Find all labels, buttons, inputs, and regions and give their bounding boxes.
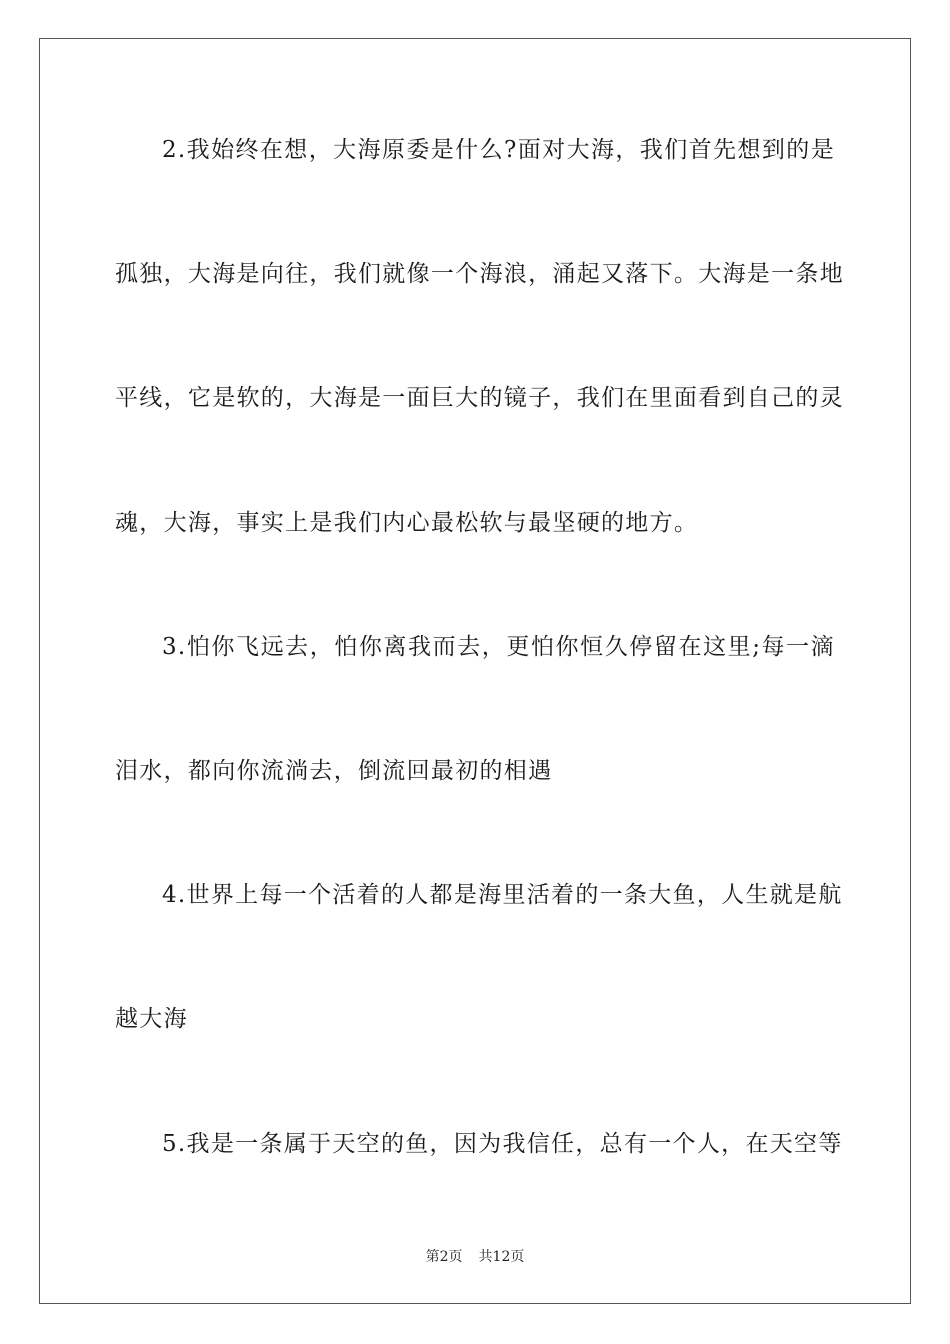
- page-border: [39, 38, 911, 1304]
- paragraph-3-line-1: 3.怕你飞远去，怕你离我而去，更怕你恒久停留在这里;每一滴: [162, 634, 835, 660]
- paragraph-2-line-4: 魂，大海，事实上是我们内心最松软与最坚硬的地方。: [115, 510, 699, 536]
- paragraph-4-line-1: 4.世界上每一个活着的人都是海里活着的一条大鱼，人生就是航: [162, 882, 843, 908]
- paragraph-4-line-2: 越大海: [115, 1006, 188, 1032]
- paragraph-5-line-1: 5.我是一条属于天空的鱼，因为我信任，总有一个人，在天空等: [162, 1131, 843, 1157]
- paragraph-2-line-3: 平线，它是软的，大海是一面巨大的镜子，我们在里面看到自己的灵: [115, 385, 844, 411]
- paragraph-2-line-2: 孤独，大海是向往，我们就像一个海浪，涌起又落下。大海是一条地: [115, 261, 844, 287]
- page-total: 共12页: [478, 1249, 525, 1265]
- paragraph-3-line-2: 泪水，都向你流淌去，倒流回最初的相遇: [115, 758, 553, 784]
- page-number: 第2页: [425, 1249, 463, 1265]
- paragraph-2-line-1: 2.我始终在想，大海原委是什么?面对大海，我们首先想到的是: [162, 137, 835, 163]
- page-footer: [0, 1247, 950, 1267]
